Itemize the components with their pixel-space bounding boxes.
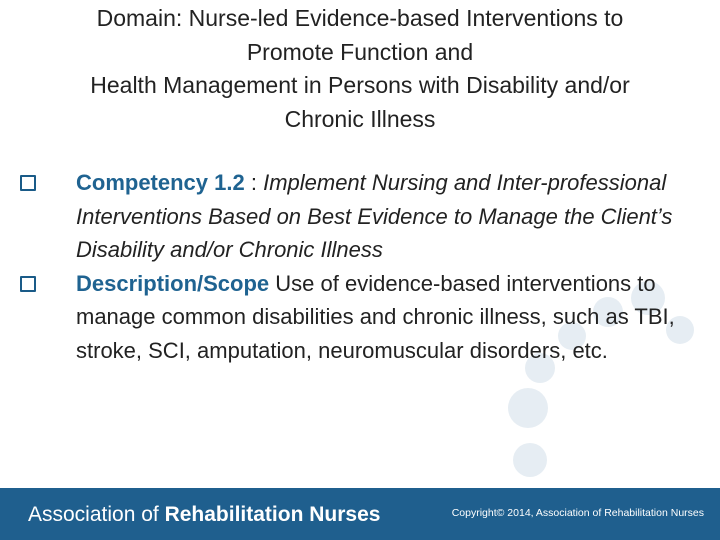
competency-bullet <box>20 166 700 267</box>
title-line: Promote Function and <box>246 38 474 65</box>
org-bold: Rehabilitation Nurses <box>164 503 381 526</box>
title-line: Domain: Nurse-led Evidence-based Interventions to <box>96 5 624 31</box>
title-line: Chronic Illness <box>284 105 436 132</box>
title-line: Health Management in Persons with Disability and/or <box>90 72 630 98</box>
description-text: Use of evidence-based interventions to manage common disabilities and chronic illness, such as TBI, stroke, SCI, amputation, neuromuscular disorders, etc. <box>76 270 675 363</box>
competency-text: Implement Nursing and Inter-professional Interventions Based on Best Evidence to Manage the Client’s Disability and/or Chronic Illness <box>76 170 673 262</box>
competency-label: Competency 1.2 <box>76 170 245 195</box>
page-title <box>40 2 680 136</box>
organization-logo-text <box>28 502 380 528</box>
description-bullet <box>20 267 700 368</box>
checkbox-bullet-icon <box>20 276 36 292</box>
competency-separator: : <box>244 170 264 195</box>
org-prefix: Association of <box>28 503 165 526</box>
checkbox-bullet-icon <box>20 175 36 191</box>
copyright-text: Copyright© 2014, Association of Rehabilitation Nurses <box>451 507 704 519</box>
bullet-list <box>20 166 700 367</box>
description-label: Description/Scope <box>76 270 270 296</box>
footer-bar <box>0 488 720 540</box>
